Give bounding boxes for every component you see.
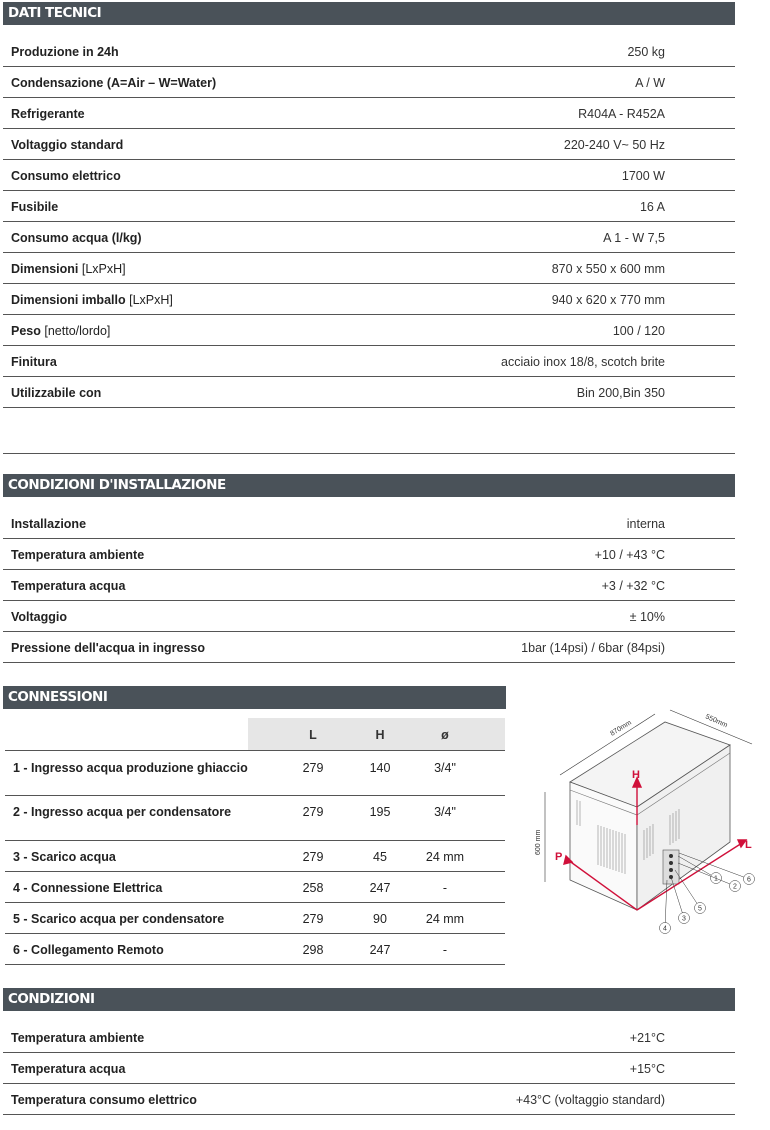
- connection-h: 90: [373, 912, 387, 926]
- spec-value: 1700 W: [621, 169, 665, 183]
- spec-label: [11, 1031, 144, 1045]
- spec-label: [11, 1093, 197, 1107]
- spec-label: [11, 293, 173, 307]
- spec-value: Bin 200,Bin 350: [576, 386, 665, 400]
- table-row: [5, 934, 505, 965]
- spec-label: [11, 610, 67, 624]
- callout-leader: [675, 870, 700, 908]
- spec-label: [11, 355, 57, 369]
- spec-value: acciaio inox 18/8, scotch brite: [501, 355, 665, 369]
- header-l: L: [309, 728, 317, 742]
- table-spacer: [3, 408, 735, 454]
- spec-label-text: Voltaggio: [11, 610, 68, 624]
- spec-row: [3, 346, 735, 377]
- connection-name: 3 - Scarico acqua: [13, 850, 116, 864]
- connection-l: 298: [302, 943, 324, 957]
- connection-name: 4 - Connessione Elettrica: [13, 881, 163, 895]
- connection-h: 247: [369, 881, 391, 895]
- spec-value: 100 / 120: [612, 324, 665, 338]
- dim-depth-label: 550mm: [704, 713, 729, 730]
- spec-label: [11, 517, 86, 531]
- spec-label: [11, 579, 125, 593]
- spec-label: [11, 324, 110, 338]
- spec-label: [11, 107, 85, 121]
- connection-l: 279: [302, 805, 324, 819]
- callout-label: 1: [714, 875, 718, 883]
- connections-header-row: [5, 718, 505, 750]
- spec-label: [11, 262, 126, 276]
- spec-row: [3, 570, 735, 601]
- axis-p-label: P: [555, 851, 563, 863]
- spec-value: +15°C: [629, 1062, 665, 1076]
- spec-value: A 1 - W 7,5: [603, 231, 665, 245]
- connection-diameter: 3/4": [434, 761, 456, 775]
- spec-row: [3, 98, 735, 129]
- spec-label-text: Utilizzabile con: [11, 386, 102, 400]
- connection-name: 1 - Ingresso acqua produzione ghiaccio: [13, 761, 248, 775]
- header-h: H: [375, 728, 385, 742]
- table-row: [5, 796, 505, 841]
- table-row: [5, 872, 505, 903]
- spec-row: [3, 508, 735, 539]
- connections-table: [5, 718, 505, 965]
- axis-h-label: H: [632, 769, 640, 781]
- spec-label-text: Fusibile: [11, 200, 59, 214]
- spec-value: +21°C: [629, 1031, 665, 1045]
- spec-row: [3, 253, 735, 284]
- spec-label-text: Condensazione (A=Air – W=Water): [11, 76, 217, 90]
- spec-row: [3, 632, 735, 663]
- connection-l: 279: [302, 761, 324, 775]
- spec-row: [3, 129, 735, 160]
- spec-value: 250 kg: [627, 45, 665, 59]
- connection-h: 45: [373, 850, 387, 864]
- connection-diameter: -: [442, 943, 448, 957]
- section-header-tech: DATI TECNICI: [3, 2, 735, 25]
- spec-row: [3, 377, 735, 408]
- connection-l: 279: [302, 850, 324, 864]
- spec-row: [3, 67, 735, 98]
- connection-l: 258: [302, 881, 324, 895]
- connection-name: 5 - Scarico acqua per condensatore: [13, 912, 225, 926]
- spec-row: [3, 160, 735, 191]
- connection-l: 279: [302, 912, 324, 926]
- dim-width-label: 870mm: [609, 719, 633, 738]
- dim-height-label: 600 mm: [535, 829, 542, 855]
- spec-label-text: Temperatura ambiente: [11, 548, 145, 562]
- spec-row: [3, 284, 735, 315]
- spec-value: A / W: [635, 76, 665, 90]
- axis-l-label: L: [745, 839, 752, 851]
- spec-label-text: Temperatura acqua: [11, 579, 126, 593]
- spec-label-text: Produzione in 24h: [11, 45, 119, 59]
- spec-label-text: Temperatura consumo elettrico: [11, 1093, 197, 1107]
- spec-label: [11, 45, 119, 59]
- connection-h: 195: [369, 805, 391, 819]
- spec-value: 16 A: [639, 200, 665, 214]
- spec-label: [11, 200, 58, 214]
- spec-label: [11, 548, 144, 562]
- spec-label-text: Dimensioni: [11, 262, 79, 276]
- spec-label: [11, 231, 142, 245]
- spec-label-text: Installazione: [11, 517, 87, 531]
- callout-label: 5: [698, 905, 702, 913]
- section-header-install: CONDIZIONI D'INSTALLAZIONE: [3, 474, 735, 497]
- connection-name: 6 - Collegamento Remoto: [13, 943, 164, 957]
- callout-label: 6: [747, 876, 751, 884]
- tech-specs-table: [3, 36, 735, 454]
- connection-name: 2 - Ingresso acqua per condensatore: [13, 805, 232, 819]
- spec-label-text: Consumo elettrico: [11, 169, 121, 183]
- table-row: [5, 841, 505, 872]
- connection-diameter: 24 mm: [425, 850, 465, 864]
- connection-diameter: 24 mm: [425, 912, 465, 926]
- spec-row: [3, 1053, 735, 1084]
- conditions-table: [3, 1022, 735, 1115]
- spec-value: 940 x 620 x 770 mm: [551, 293, 665, 307]
- spec-label: [11, 169, 121, 183]
- section-header-connections: CONNESSIONI: [3, 686, 506, 709]
- spec-row: [3, 1022, 735, 1053]
- spec-value: 870 x 550 x 600 mm: [551, 262, 665, 276]
- spec-label-note: [LxPxH]: [81, 262, 126, 276]
- spec-label: [11, 386, 101, 400]
- spec-label-text: Peso: [11, 324, 41, 338]
- spec-row: [3, 1084, 735, 1115]
- spec-label: [11, 1062, 125, 1076]
- spec-value: R404A - R452A: [578, 107, 665, 121]
- spec-label-text: Consumo acqua (l/kg): [11, 231, 142, 245]
- callout-label: 3: [682, 915, 686, 923]
- spec-label-text: Dimensioni imballo: [11, 293, 126, 307]
- spec-label: [11, 76, 216, 90]
- spec-value: 1bar (14psi) / 6bar (84psi): [521, 641, 665, 655]
- spec-label-text: Refrigerante: [11, 107, 85, 121]
- table-row: [5, 903, 505, 934]
- spec-label: [11, 138, 123, 152]
- spec-label-note: [LxPxH]: [129, 293, 173, 307]
- spec-row: [3, 36, 735, 67]
- table-row: [5, 750, 505, 796]
- spec-row: [3, 539, 735, 570]
- spec-row: [3, 191, 735, 222]
- connection-diameter: -: [442, 881, 448, 895]
- header-diameter: ø: [441, 728, 449, 742]
- spec-value: interna: [626, 517, 665, 531]
- spec-row: [3, 601, 735, 632]
- spec-label: [11, 641, 205, 655]
- spec-label-text: Voltaggio standard: [11, 138, 124, 152]
- spec-label-text: Pressione dell'acqua in ingresso: [11, 641, 206, 655]
- spec-value: +3 / +32 °C: [601, 579, 665, 593]
- machine-drawing: [520, 690, 765, 945]
- spec-value: +10 / +43 °C: [594, 548, 665, 562]
- install-table: [3, 508, 735, 663]
- connection-diameter: 3/4": [434, 805, 456, 819]
- spec-label-text: Temperatura ambiente: [11, 1031, 145, 1045]
- section-header-conditions: CONDIZIONI: [3, 988, 735, 1011]
- spec-value: ± 10%: [629, 610, 665, 624]
- spec-label-text: Finitura: [11, 355, 57, 369]
- connection-h: 247: [369, 943, 391, 957]
- spec-row: [3, 315, 735, 346]
- spec-value: +43°C (voltaggio standard): [515, 1093, 665, 1107]
- callout-label: 2: [733, 883, 737, 891]
- spec-row: [3, 222, 735, 253]
- spec-label-note: [netto/lordo]: [44, 324, 111, 338]
- spec-label-text: Temperatura acqua: [11, 1062, 126, 1076]
- spec-value: 220-240 V~ 50 Hz: [563, 138, 665, 152]
- callout-label: 4: [663, 925, 667, 933]
- connection-h: 140: [369, 761, 391, 775]
